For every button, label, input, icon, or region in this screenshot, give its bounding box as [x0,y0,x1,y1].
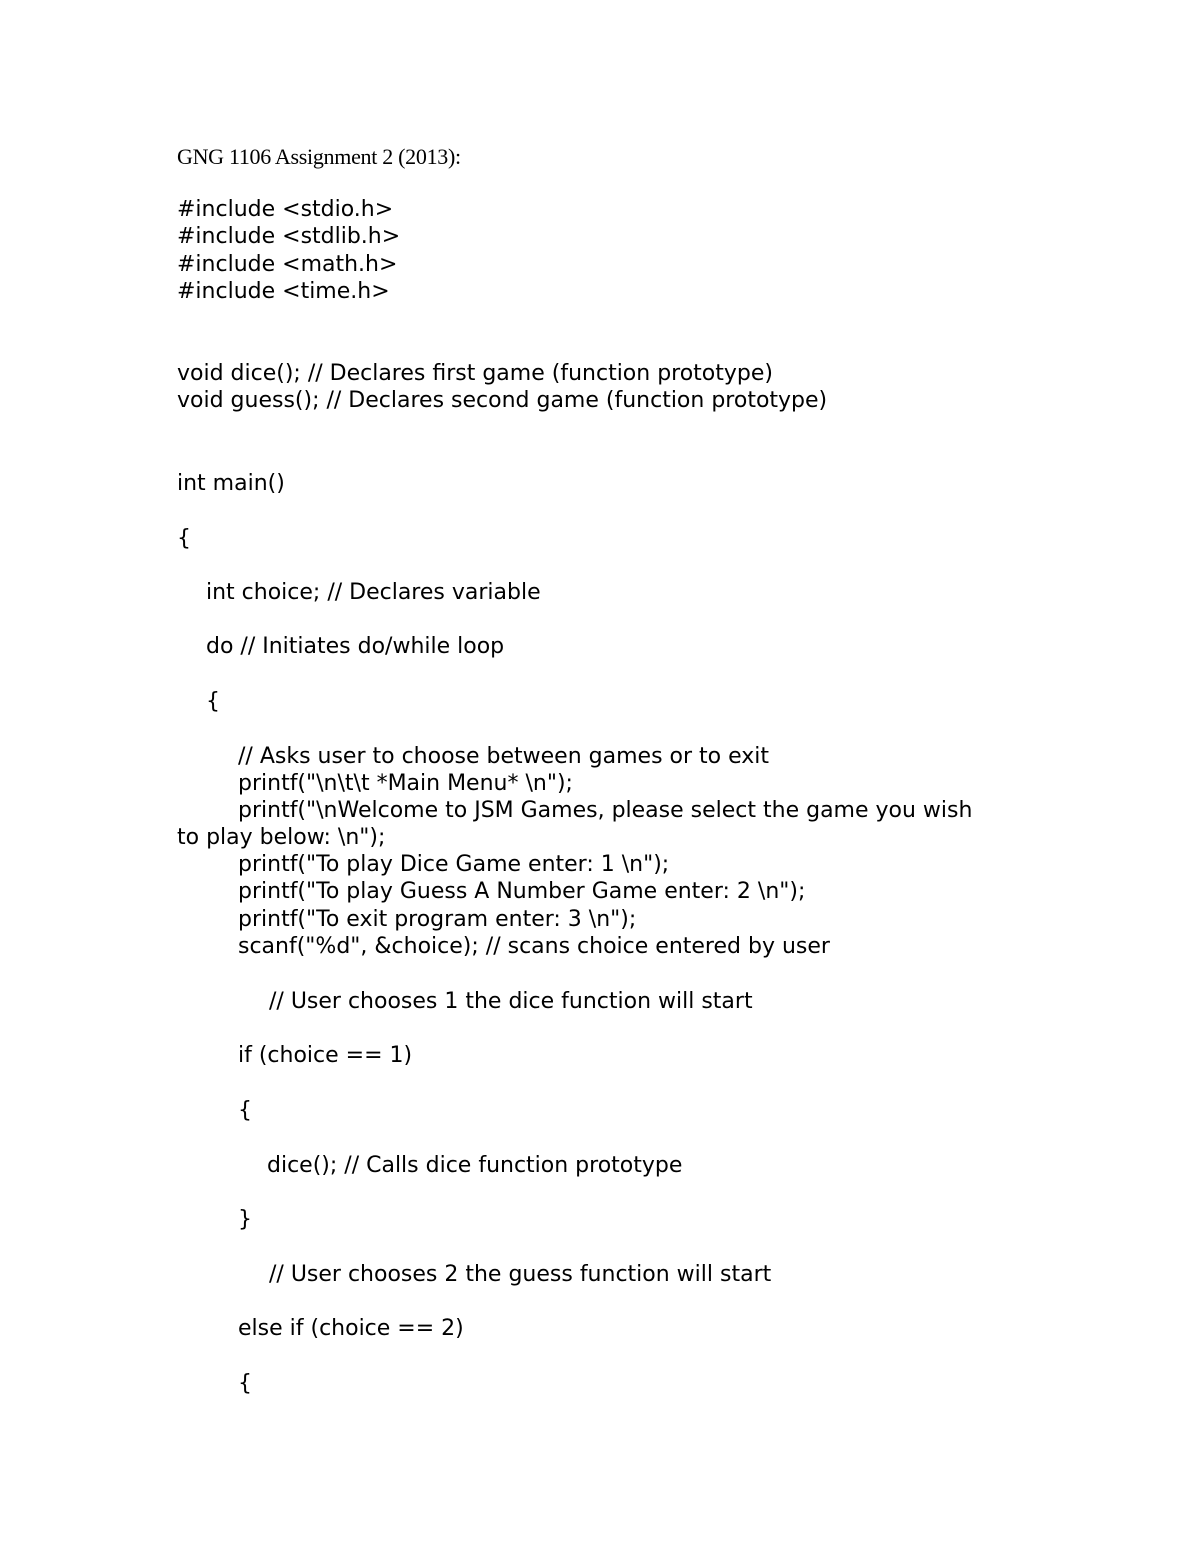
menu-comment: // Asks user to choose between games or to exit [238,744,770,769]
printf-dice-option: printf("To play Dice Game enter: 1 \n"); [238,852,670,877]
scanf-choice: scanf("%d", &choice); // scans choice entered by user [238,934,830,959]
printf-main-menu: printf("\n\t\t *Main Menu* \n"); [238,771,573,796]
printf-exit-option: printf("To exit program enter: 3 \n"); [238,907,637,932]
printf-guess-option: printf("To play Guess A Number Game enter: 2 \n"); [238,879,806,904]
else-if-open-brace: { [238,1371,252,1396]
include-time: #include <time.h> [177,279,390,304]
comment-choice-2: // User chooses 2 the guess function will start [269,1262,772,1287]
document-title: GNG 1106 Assignment 2 (2013): [177,144,461,169]
if-close-brace: } [238,1207,252,1232]
include-math: #include <math.h> [177,252,398,277]
else-if-choice-2: else if (choice == 2) [238,1316,464,1341]
include-stdio: #include <stdio.h> [177,197,394,222]
do-while-start: do // Initiates do/while loop [206,634,505,659]
printf-welcome-wrap: to play below: \n"); [177,825,386,850]
prototype-dice: void dice(); // Declares first game (function prototype) [177,361,773,386]
if-open-brace: { [238,1098,252,1123]
include-stdlib: #include <stdlib.h> [177,224,401,249]
do-open-brace: { [206,689,220,714]
choice-declaration: int choice; // Declares variable [206,580,541,605]
if-choice-1: if (choice == 1) [238,1043,413,1068]
main-signature: int main() [177,471,285,496]
main-open-brace: { [177,526,191,551]
prototype-guess: void guess(); // Declares second game (function prototype) [177,388,828,413]
comment-choice-1: // User chooses 1 the dice function will start [269,989,753,1014]
dice-call: dice(); // Calls dice function prototype [267,1153,683,1178]
printf-welcome: printf("\nWelcome to JSM Games, please select the game you wish [238,798,973,823]
